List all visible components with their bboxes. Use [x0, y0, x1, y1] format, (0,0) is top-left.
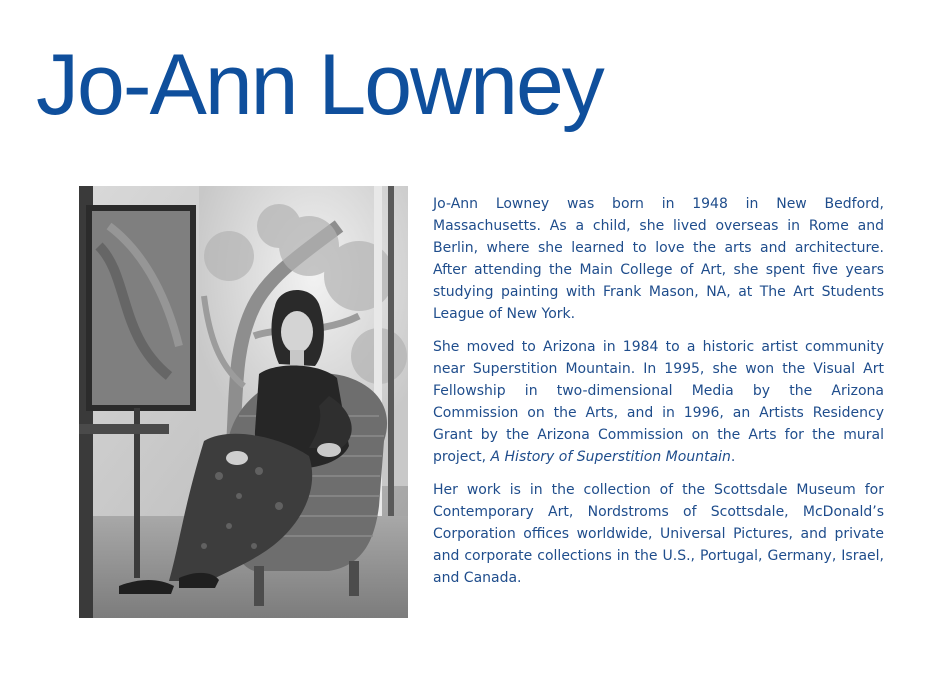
mural-project-title: A History of Superstition Mountain — [490, 449, 731, 465]
bio-paragraph-arizona-end: . — [730, 449, 736, 465]
page-title: Jo-Ann Lowney — [36, 37, 603, 133]
bio-paragraph-arizona — [433, 336, 884, 468]
biography-text — [433, 193, 884, 600]
bio-paragraph-early-life: Jo-Ann Lowney was born in 1948 in New Bedford, Massachusetts. As a child, she lived overseas in Rome and Berlin, where she learned to love the arts and architecture. After attending the Main College of Art, she spent five years studying painting with Frank Mason, NA, at The Art Students League of New York. — [433, 196, 884, 322]
bio-paragraph-arizona-lead: She moved to Arizona in 1984 to a historic artist community near Superstition Mountain. In 1995, she won the Visual Art Fellowship in two-dimensional Media by the Arizona Commission on the Arts, and in 1996, an Artists Residency Grant by the Arizona Commission on the Arts for the mural project, — [433, 339, 884, 465]
artist-portrait-photo — [79, 186, 408, 618]
bio-paragraph-collections: Her work is in the collection of the Scottsdale Museum for Contemporary Art, Nordstroms of Scottsdale, McDonald’s Corporation offices worldwide, Universal Pictures, and private and corporate collections in the U.S., Portugal, Germany, Israel, and Canada. — [433, 482, 884, 586]
